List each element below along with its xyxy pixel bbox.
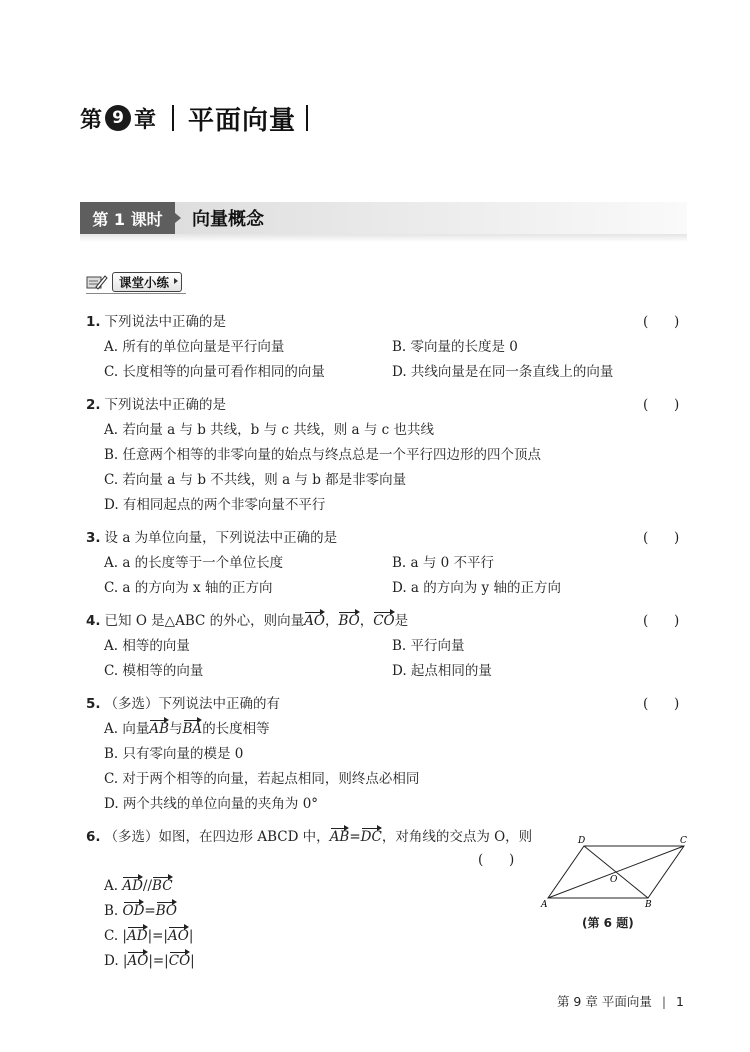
vector-co: CO: [373, 613, 395, 629]
chapter-title: 平面向量: [188, 105, 297, 136]
answer-paren: ( ): [643, 613, 680, 629]
option-text: B.: [104, 903, 123, 919]
question-3: [86, 528, 337, 548]
option-c: C. 对于两个相等的向量，若起点相同，则终点必相同: [104, 771, 420, 787]
question-stem: （多选）下列说法中正确的有: [104, 696, 281, 712]
answer-paren: ( ): [643, 530, 680, 546]
vector-ao: AO: [167, 928, 189, 944]
question-5: [86, 694, 280, 714]
option-text: |: [190, 953, 195, 969]
option-b: B. 零向量的长度是 0: [392, 339, 518, 355]
figure-caption: (第 6 题): [582, 916, 634, 930]
vector-ba: BA: [182, 721, 203, 737]
vertex-label-b: B: [645, 900, 652, 908]
option-b: [104, 901, 177, 921]
vector-dc: DC: [360, 829, 382, 845]
vector-co: CO: [168, 953, 191, 969]
divider: [172, 105, 174, 131]
section-underline: [86, 293, 186, 294]
question-number: 2.: [86, 397, 101, 413]
chapter-suffix: 章: [134, 107, 157, 133]
option-a: A. 所有的单位向量是平行向量: [104, 339, 285, 355]
vertex-label-c: C: [680, 836, 687, 846]
option-a: [104, 876, 173, 896]
answer-paren: ( ): [643, 397, 680, 413]
option-a: A. 若向量 a 与 b 共线，b 与 c 共线，则 a 与 c 也共线: [104, 422, 435, 438]
answer-paren: ( ): [643, 314, 680, 330]
vector-bo: BO: [338, 613, 360, 629]
option-a: A. 相等的向量: [104, 638, 190, 654]
option-text: 与: [169, 721, 183, 737]
vector-ad: AD: [126, 928, 148, 944]
question-4: [86, 611, 408, 631]
separator: ，: [359, 613, 374, 629]
option-d: D. a 的方向为 y 轴的正方向: [392, 580, 561, 596]
vector-ab: AB: [149, 721, 170, 737]
option-d: D. 两个共线的单位向量的夹角为 0°: [104, 796, 319, 812]
vector-ad: AD: [122, 878, 143, 894]
option-d: [104, 951, 195, 971]
separator: ，: [324, 613, 339, 629]
question-stem-end: ，对角线的交点为 O，则: [381, 829, 533, 845]
question-stem: 已知 O 是△ABC 的外心，则向量: [104, 613, 305, 629]
option-text: A.: [104, 878, 123, 894]
banner-shadow: [80, 234, 687, 242]
divider: [306, 105, 308, 131]
option-b: B. 任意两个相等的非零向量的始点与终点总是一个平行四边形的四个顶点: [104, 447, 542, 463]
option-text: 的长度相等: [202, 721, 270, 737]
question-stem-end: 是: [394, 613, 409, 629]
question-number: 4.: [86, 613, 101, 629]
vector-ao: AO: [127, 953, 149, 969]
option-c: C. 模相等的向量: [104, 663, 204, 679]
option-text: D. |: [104, 953, 128, 969]
vector-od: OD: [122, 903, 145, 919]
question-stem: （多选）如图，在四边形 ABCD 中，: [104, 829, 330, 845]
intersection-label-o: O: [610, 875, 618, 885]
vector-ao: AO: [304, 613, 325, 629]
question-number: 5.: [86, 696, 101, 712]
chapter-prefix: 第: [80, 107, 103, 133]
equals-sign: =: [349, 829, 361, 845]
option-b: B. 只有零向量的模是 0: [104, 746, 244, 762]
lesson-tag: 第 1 课时: [80, 202, 175, 234]
page-number: 1: [676, 993, 684, 1009]
option-text: //: [142, 878, 153, 894]
option-a: [104, 719, 270, 739]
vector-ab: AB: [329, 829, 350, 845]
lesson-title: 向量概念: [192, 209, 264, 230]
question-number: 6.: [86, 829, 101, 845]
option-c: C. 长度相等的向量可看作相同的向量: [104, 364, 325, 380]
option-b: B. a 与 0 不平行: [392, 555, 495, 571]
question-number: 1.: [86, 314, 101, 330]
question-stem: 下列说法中正确的是: [104, 314, 227, 330]
vertex-label-d: D: [578, 836, 586, 846]
section-tag-label: 课堂小练: [112, 272, 182, 292]
option-d: D. 起点相同的量: [392, 663, 492, 679]
footer-chapter: 第 9 章 平面向量: [556, 994, 652, 1009]
chapter-number-badge: 9: [105, 105, 131, 131]
question-stem: 下列说法中正确的是: [104, 397, 227, 413]
option-b: B. 平行向量: [392, 638, 465, 654]
option-text: |=|: [148, 953, 169, 969]
option-text: C. |: [104, 928, 127, 944]
answer-paren: ( ): [478, 852, 515, 868]
page-footer: [557, 992, 684, 1010]
option-text: |: [188, 928, 194, 944]
footer-separator: |: [661, 993, 667, 1009]
vector-bo: BO: [155, 903, 177, 919]
diagonal-bd: [584, 846, 648, 898]
option-text: |=|: [147, 928, 168, 944]
pencil-icon: [86, 273, 108, 291]
option-c: C. 若向量 a 与 b 不共线，则 a 与 b 都是非零向量: [104, 472, 407, 488]
question-2: [86, 395, 226, 415]
chapter-header: [80, 98, 308, 138]
option-c: [104, 926, 193, 946]
vertex-label-a: A: [541, 900, 548, 908]
section-tag: [86, 272, 182, 292]
question-number: 3.: [86, 530, 101, 546]
question-stem: 设 a 为单位向量，下列说法中正确的是: [104, 530, 338, 546]
lesson-tag-arrow: [175, 213, 181, 223]
answer-paren: ( ): [643, 696, 680, 712]
parallelogram-diagram: [538, 832, 696, 908]
option-text: A. 向量: [104, 721, 150, 737]
question-1: [86, 312, 226, 332]
option-d: D. 有相同起点的两个非零向量不平行: [104, 497, 326, 513]
option-a: A. a 的长度等于一个单位长度: [104, 555, 284, 571]
option-text: =: [144, 903, 156, 919]
vector-bc: BC: [152, 878, 173, 894]
lesson-banner: [80, 202, 687, 234]
question-6: [86, 827, 532, 847]
option-c: C. a 的方向为 x 轴的正方向: [104, 580, 273, 596]
option-d: D. 共线向量是在同一条直线上的向量: [392, 364, 614, 380]
